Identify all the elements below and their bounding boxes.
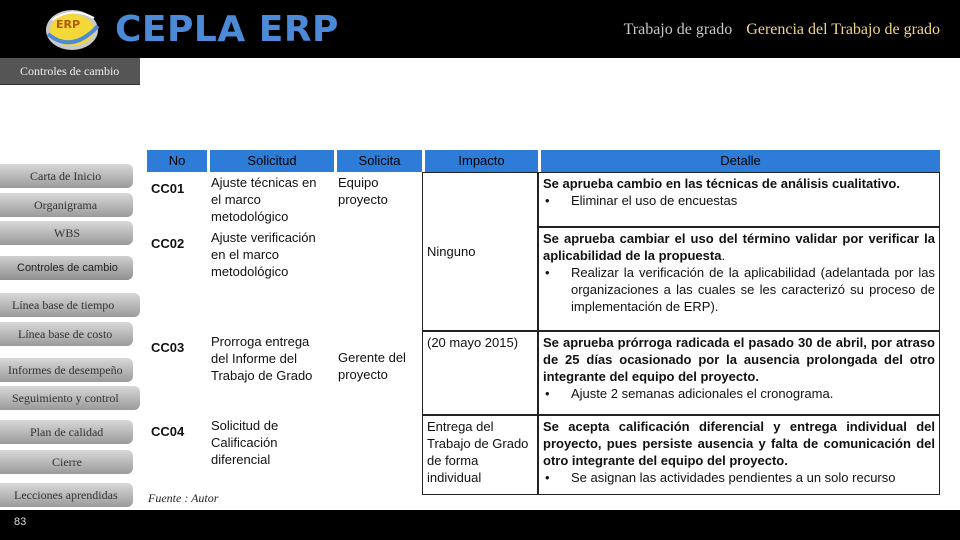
top-bar <box>0 0 960 58</box>
detalle-bullet-text: Realizar la verificación de la aplicabilidad (adelantada por las organizaciones a las cuales se les caracterizó su proceso de implementación de ERP). <box>571 265 935 314</box>
footer-bar <box>0 510 960 540</box>
logo-text: ERP <box>56 18 81 31</box>
cell-detalle <box>538 172 940 227</box>
cell-detalle <box>538 415 940 495</box>
sidebar-item-seguimiento-y-control[interactable] <box>0 386 140 410</box>
sidebar-item-label: Controles de cambio <box>17 262 118 274</box>
cell-impacto: Ninguno <box>422 172 538 331</box>
sidebar-item-linea-base-de-costo[interactable] <box>0 322 133 346</box>
cell-detalle: Se aprueba cambiar el uso del término validar por verificar la aplicabilidad de la propuesta. • Realizar la verificación de la aplicabilidad (adelantada por las organizaciones a las cuales se les caracterizó su proceso de implementación de ERP). <box>538 227 940 331</box>
table-row <box>147 227 940 331</box>
sidebar-item-informes-de-desempeno[interactable] <box>0 358 133 382</box>
cepla-logo-icon <box>42 4 102 52</box>
sidebar-item-label: Línea base de costo <box>18 327 113 341</box>
sidebar-item-label: Organigrama <box>34 198 98 212</box>
header-solicitud: Solicitud <box>207 150 334 172</box>
bullet-icon: • <box>545 193 550 208</box>
sidebar-item-plan-de-calidad[interactable] <box>0 420 133 444</box>
detalle-bullet <box>543 192 935 209</box>
cell-no: CC02 <box>151 236 185 251</box>
cell-no: CC04 <box>151 424 185 439</box>
detalle-bullet-text: Ajuste 2 semanas adicionales el cronograma. <box>571 386 834 401</box>
sidebar-item-carta-de-inicio[interactable] <box>0 164 133 188</box>
cell-solicitud: Prorroga entrega del Informe del Trabajo de Grado <box>211 334 313 383</box>
bullet-icon: • <box>545 265 550 280</box>
sidebar-item-cierre[interactable] <box>0 450 133 474</box>
breadcrumb-current: Gerencia del Trabajo de grado <box>746 21 940 38</box>
bullet-icon: • <box>545 386 550 401</box>
cell-solicita <box>334 415 422 495</box>
header-no: No <box>147 150 207 172</box>
sidebar-item-linea-base-de-tiempo[interactable] <box>0 293 140 317</box>
cell-solicitud: Ajuste verificación en el marco metodológico <box>211 230 316 279</box>
sidebar <box>0 160 140 510</box>
table-row <box>147 415 940 495</box>
cell-detalle <box>538 331 940 415</box>
sidebar-item-label: Plan de calidad <box>30 425 104 439</box>
cell-solicitud: Solicitud de Calificación diferencial <box>211 418 279 467</box>
brand-title: CEPLA ERP <box>115 9 339 50</box>
detalle-bullet <box>543 385 935 402</box>
cell-impacto: (20 mayo 2015) <box>422 331 538 415</box>
detalle-main: Se aprueba cambiar el uso del término validar por verificar la aplicabilidad de la propuesta <box>543 231 935 263</box>
source-note: Fuente : Autor <box>148 491 219 505</box>
sidebar-item-lecciones-aprendidas[interactable] <box>0 483 133 507</box>
cell-no: CC03 <box>151 340 185 355</box>
section-tab-label: Controles de cambio <box>20 64 120 78</box>
bullet-icon: • <box>545 470 550 485</box>
sidebar-item-label: Seguimiento y control <box>12 391 119 405</box>
section-tab[interactable] <box>0 58 140 85</box>
detalle-bullet <box>543 264 935 315</box>
cell-no: CC01 <box>151 181 185 196</box>
cell-impacto: Entrega del Trabajo de Grado de forma individual <box>422 415 538 495</box>
cell-solicita: Equipo proyecto <box>338 175 388 207</box>
table-header-row <box>147 150 940 172</box>
breadcrumb <box>624 20 940 40</box>
sidebar-item-label: WBS <box>54 226 81 240</box>
sidebar-item-label: Informes de desempeño <box>8 363 123 377</box>
detalle-bullet <box>543 469 935 486</box>
page-number: 83 <box>14 516 27 528</box>
detalle-main: Se aprueba cambio en las técnicas de análisis cualitativo. <box>543 176 900 191</box>
sidebar-item-organigrama[interactable] <box>0 193 133 217</box>
detalle-bullet-text: Se asignan las actividades pendientes a un solo recurso <box>571 470 896 485</box>
sidebar-item-controles-de-cambio[interactable] <box>0 256 133 280</box>
header-solicita: Solicita <box>334 150 422 172</box>
table-row <box>147 172 940 227</box>
detalle-bullet-text: Eliminar el uso de encuestas <box>571 193 738 208</box>
detalle-main: Se aprueba prórroga radicada el pasado 30 de abril, por atraso de 25 días ocasionado por la ausencia prolongada del otro integrante del equipo del proyecto. <box>543 335 935 384</box>
cell-solicitud: Ajuste técnicas en el marco metodológico <box>211 175 317 224</box>
change-control-table <box>147 150 940 495</box>
header-detalle: Detalle <box>538 150 940 172</box>
detalle-main: Se acepta calificación diferencial y entrega individual del proyecto, pues persiste ausencia y falta de comunicación del otro integrante del equipo del proyecto. <box>543 419 935 468</box>
sidebar-item-label: Cierre <box>52 455 82 469</box>
sidebar-item-label: Carta de Inicio <box>30 169 102 183</box>
sidebar-item-label: Lecciones aprendidas <box>14 488 118 502</box>
table-row <box>147 331 940 415</box>
cell-solicita: Gerente del proyecto <box>338 350 406 382</box>
sidebar-item-label: Línea base de tiempo <box>12 298 115 312</box>
breadcrumb-parent[interactable]: Trabajo de grado <box>623 21 733 38</box>
sidebar-item-wbs[interactable] <box>0 221 133 245</box>
header-impacto: Impacto <box>422 150 538 172</box>
